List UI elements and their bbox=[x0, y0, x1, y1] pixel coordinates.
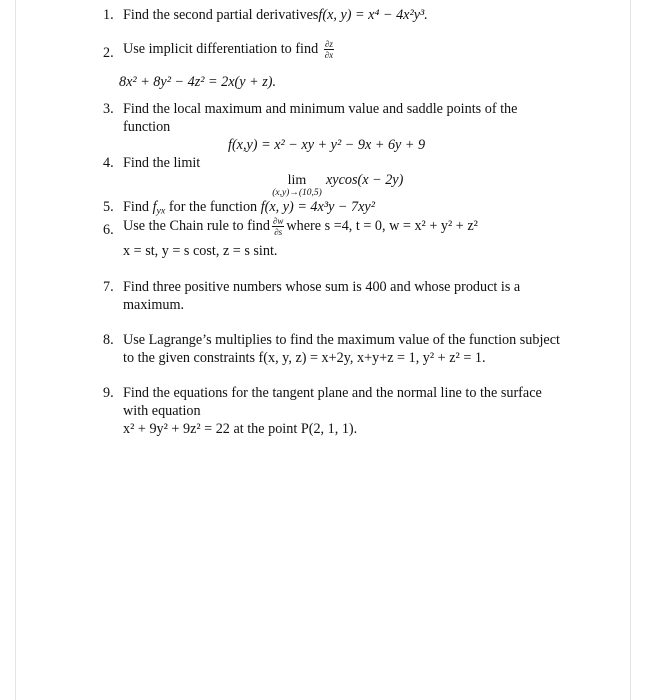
problem-number: 9. bbox=[103, 385, 114, 401]
problem-where-clause: where s =4, t = 0, w = x² + y² + z² bbox=[286, 217, 478, 234]
fraction-numerator: ∂w bbox=[272, 216, 284, 226]
problem-equation: f(x, y) = 4x³y − 7xy² bbox=[260, 199, 375, 215]
problem-text-line2: x = st, y = s cost, z = s sint. bbox=[123, 243, 278, 259]
problem-text-line1: Find the local maximum and minimum value and saddle points of the bbox=[123, 101, 518, 117]
problem-number: 2. bbox=[103, 45, 114, 61]
problem-text-line2: maximum. bbox=[123, 297, 185, 313]
problem-number: 5. bbox=[103, 199, 114, 215]
problem-text-line1: Find three positive numbers whose sum is 400 and whose product is a bbox=[123, 279, 521, 295]
partial-symbol: $f_{yx}$ bbox=[152, 199, 166, 217]
problem-text-line1: Find the equations for the tangent plane and the normal line to the surface bbox=[123, 385, 542, 401]
problem-number: 8. bbox=[103, 332, 114, 348]
problem-math: f(x, y) = x⁴ − 4x²y³. bbox=[318, 7, 428, 23]
problem-text-line2: with equation bbox=[123, 403, 201, 419]
problem-number: 3. bbox=[103, 101, 114, 117]
limit-approach: (x,y)→(10,5) bbox=[272, 188, 322, 198]
limit-word: lim bbox=[287, 173, 307, 188]
problem-text: Find the second partial derivatives bbox=[123, 7, 319, 23]
fraction-denominator: ∂s bbox=[274, 227, 283, 237]
limit-expression: xycos(x − 2y) bbox=[326, 172, 404, 188]
problem-number: 7. bbox=[103, 279, 114, 295]
problem-number: 6. bbox=[103, 222, 114, 238]
problem-text: Use implicit differentiation to find bbox=[123, 40, 319, 57]
problem-equation: f(x,y) = x² − xy + y² − 9x + 6y + 9 bbox=[228, 137, 426, 153]
problem-text: Find the limit bbox=[123, 155, 201, 171]
problem-text: Use the Chain rule to find bbox=[123, 217, 270, 234]
limit-operator bbox=[262, 174, 332, 199]
fraction-numerator: ∂z bbox=[324, 39, 333, 49]
fraction-denominator: ∂x bbox=[324, 50, 334, 60]
partial-fraction bbox=[272, 216, 284, 237]
document-page bbox=[15, 0, 631, 700]
problem-equation: 8x² + 8y² − 4z² = 2x(y + z). bbox=[119, 74, 277, 90]
problem-text-line1: Use Lagrange’s multiplies to find the maximum value of the function subject bbox=[123, 332, 560, 348]
problem-text: for the function bbox=[168, 199, 258, 215]
problem-text-line3: x² + 9y² + 9z² = 22 at the point P(2, 1, 1). bbox=[123, 421, 358, 437]
problem-text-line2: function bbox=[123, 119, 171, 135]
problem-number: 4. bbox=[103, 155, 114, 171]
problem-text-line2: to the given constraints f(x, y, z) = x+2y, x+y+z = 1, y² + z² = 1. bbox=[123, 350, 486, 366]
partial-fraction bbox=[324, 39, 334, 60]
problem-number: 1. bbox=[103, 7, 114, 23]
problem-text: Find bbox=[123, 199, 150, 215]
